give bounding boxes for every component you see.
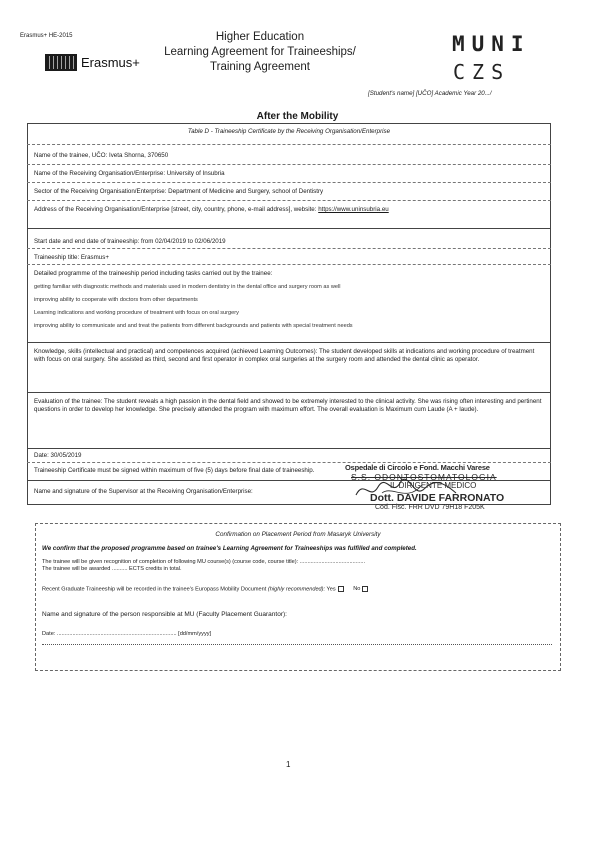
recognition-line: The trainee will be given recognition of completion of following MU course(s) (course code, course title): .......................................... xyxy=(42,559,366,565)
page-number: 1 xyxy=(286,760,291,769)
traineeship-title-value: Erasmus+ xyxy=(80,254,109,261)
stamp-fiscal-code: Cod. Fisc. FRR DVD 79H18 F205K xyxy=(375,504,485,511)
ects-line: The trainee will be awarded .......... ECTS credits in total. xyxy=(42,566,182,572)
stamp-hospital: Ospedale di Circolo e Fond. Macchi Varese xyxy=(345,463,490,472)
traineeship-title-row xyxy=(27,248,551,264)
no-checkbox[interactable] xyxy=(362,586,368,592)
traineeship-title-label: Traineeship title: xyxy=(34,254,80,261)
czs-logo: CZS xyxy=(453,60,511,84)
confirmation-statement: We confirm that the proposed programme based on trainee's Learning Agreement for Traineeships was fulfilled and completed. xyxy=(42,545,417,552)
table-caption: Table D - Traineeship Certificate by the Receiving Organisation/Enterprise xyxy=(187,128,391,135)
organisation-row xyxy=(27,164,551,182)
organisation-value: University of Insubria xyxy=(166,170,225,177)
eu-flag-icon xyxy=(45,54,77,71)
learning-outcomes-row xyxy=(27,342,551,392)
trainee-name-row xyxy=(27,144,551,164)
evaluation-text: Evaluation of the trainee: The student reveals a high passion in the dental field and showed to be extremely interested to the clinical activity. She was rising often interesting and pertinent questions in order to develop her knowledge. She precisely attended the program with maximum effort. The overall evaluation is Maximum cum Laude (A + laude). xyxy=(34,398,542,413)
erasmus-wordmark: Erasmus+ xyxy=(81,55,140,70)
signature-rule xyxy=(42,644,552,645)
stamp-role: IL DIRIGENTE MEDICO xyxy=(390,481,477,490)
yes-checkbox[interactable] xyxy=(338,586,344,592)
europass-note: (highly recommended): xyxy=(267,586,326,593)
trainee-name-label: Name of the trainee, UČO: xyxy=(34,152,108,159)
title-line: Learning Agreement for Traineeships/ xyxy=(164,46,356,58)
confirmation-title: Confirmation on Placement Period from Masaryk University xyxy=(215,531,381,538)
sector-row xyxy=(27,182,551,200)
programme-task: Learning indications and working procedure of treatment with focus on oral surgery xyxy=(34,310,239,316)
document-title xyxy=(150,30,370,75)
guarantor-date-line: Date: ............................................................................. [dd/mm/yyyy] xyxy=(42,631,212,637)
signature-icon xyxy=(352,475,462,505)
dates-value: from 02/04/2019 to 02/06/2019 xyxy=(141,238,226,245)
programme-row xyxy=(27,264,551,342)
student-reference: [Student's name] [UČO] Academic Year 20.../ xyxy=(368,90,492,97)
sector-value: Department of Medicine and Surgery, school of Dentistry xyxy=(168,188,324,195)
dates-row xyxy=(27,228,551,248)
muni-logo: MUNI xyxy=(452,32,531,56)
erasmus-logo xyxy=(45,54,140,71)
guarantor-signature-label: Name and signature of the person responsible at MU (Faculty Placement Guarantor): xyxy=(42,611,287,618)
sector-label: Sector of the Receiving Organisation/Enterprise: xyxy=(34,188,167,195)
learning-outcomes-text: Knowledge, skills (intellectual and practical) and competences acquired (achieved Learning Outcomes): The student developed skills at indications and working procedure of treatment with focus on oral surgery. She assisted as third, second and first operator in complex oral surgeries at the surgery room and attended the dental clinic as operator. xyxy=(34,348,535,363)
section-title: After the Mobility xyxy=(256,111,339,122)
organisation-label: Name of the Receiving Organisation/Enterprise: xyxy=(34,170,166,177)
programme-task: improving ability to communicate and and treat the patients from different backgrounds and patients with special treatment needs xyxy=(34,323,353,329)
programme-task: improving ability to cooperate with doctors from other departments xyxy=(34,297,198,303)
yes-label: Yes xyxy=(326,586,336,593)
document-reference: Erasmus+ HE-2015 xyxy=(20,33,73,39)
supervisor-label: Name and signature of the Supervisor at the Receiving Organisation/Enterprise: xyxy=(34,488,253,495)
address-label: Address of the Receiving Organisation/Enterprise [street, city, country, phone, e-mail address], website: xyxy=(34,206,317,213)
hospital-stamp xyxy=(345,463,545,511)
stamp-department: S.S. ODONTOSTOMATOLOGIA xyxy=(351,472,497,482)
address-row xyxy=(27,200,551,228)
deadline-text: Traineeship Certificate must be signed within maximum of five (5) days before final date of traineeship. xyxy=(34,467,315,474)
title-line: Higher Education xyxy=(215,31,305,43)
date-label: Date: xyxy=(34,452,49,459)
dates-label: Start date and end date of traineeship: xyxy=(34,238,140,245)
website-link[interactable]: https://www.uninsubria.eu xyxy=(318,206,389,213)
title-line: Training Agreement xyxy=(210,61,310,73)
evaluation-row xyxy=(27,392,551,442)
trainee-name-value: Iveta Shorna, 370650 xyxy=(108,152,169,159)
programme-label: Detailed programme of the traineeship period including tasks carried out by the trainee: xyxy=(34,270,273,277)
stamp-doctor-name: Dott. DAVIDE FARRONATO xyxy=(370,492,505,504)
date-value: 30/05/2019 xyxy=(50,452,82,459)
europass-line xyxy=(42,586,370,593)
europass-text: Recent Graduate Traineeship will be recorded in the trainee's Europass Mobility Document xyxy=(42,586,267,593)
programme-task: getting familiar with diagnostic methods and materials used in modern dentistry in the dental office and surgery room as well xyxy=(34,284,341,290)
no-label: No xyxy=(353,586,361,593)
date-row xyxy=(27,448,551,460)
